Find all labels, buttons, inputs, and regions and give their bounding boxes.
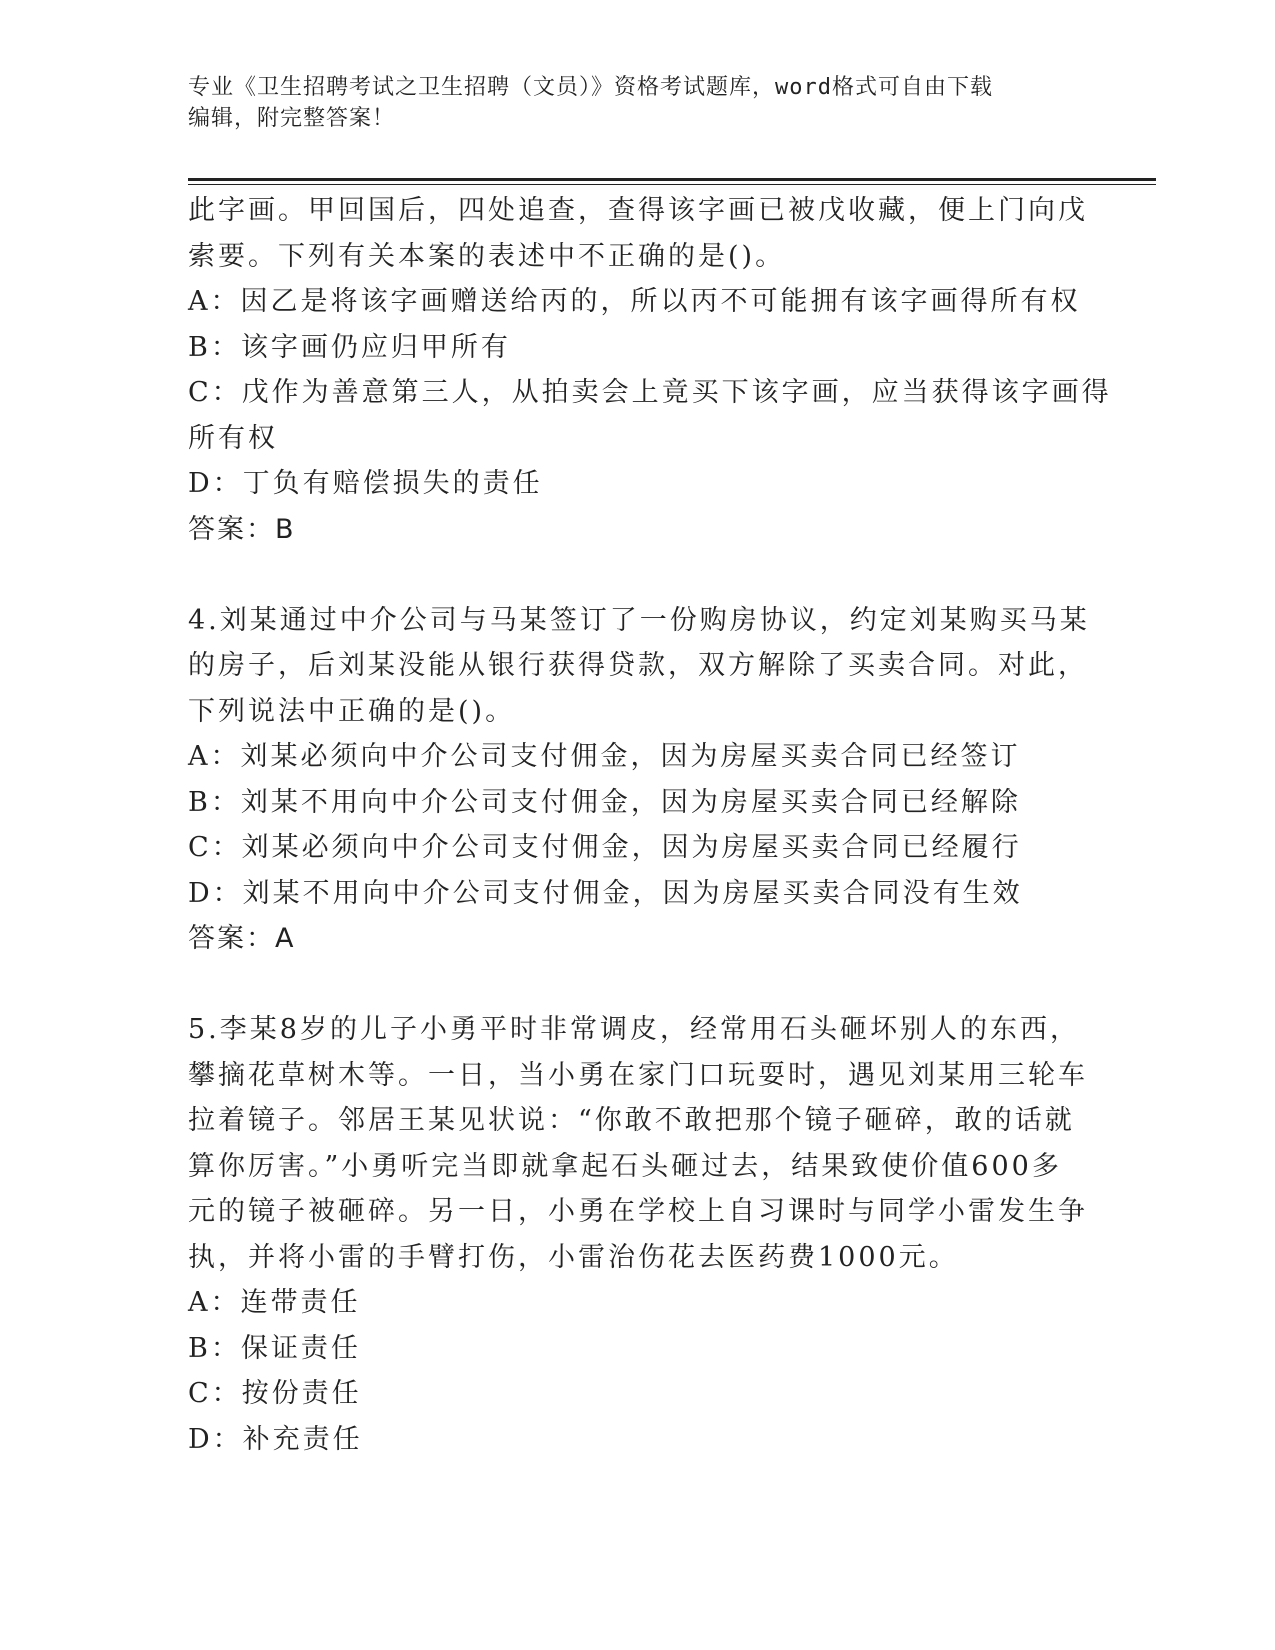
question-4 (188, 598, 1088, 962)
option-c: C：刘某必须向中介公司支付佣金，因为房屋买卖合同已经履行 (188, 832, 1022, 863)
header-rule-thick (188, 178, 1156, 181)
answer-label: 答案：A (188, 923, 296, 954)
answer-label: 答案：B (188, 513, 296, 545)
spacer (188, 962, 1088, 1008)
option-b: B：刘某不用向中介公司支付佣金，因为房屋买卖合同已经解除 (188, 786, 1021, 818)
option-a: A：因乙是将该字画赠送给丙的，所以丙不可能拥有该字画得所有权 (188, 286, 1081, 317)
option-a: A：刘某必须向中介公司支付佣金，因为房屋买卖合同已经签订 (188, 741, 1021, 772)
option-b: B：保证责任 (188, 1332, 361, 1364)
document-header (188, 72, 1088, 134)
document-body (188, 188, 1112, 1462)
option-a: A：连带责任 (188, 1287, 361, 1318)
header-rule-thin (188, 184, 1156, 185)
option-d: D：丁负有赔偿损失的责任 (188, 468, 543, 499)
question-text-line: 5.李某8岁的儿子小勇平时非常调皮，经常用石头砸坏别人的东西， (188, 1014, 1080, 1045)
header-line-2: 编辑，附完整答案！ (188, 106, 396, 131)
question-text-line: 攀摘花草树木等。一日，当小勇在家门口玩耍时，遇见刘某用三轮车 (188, 1059, 1088, 1091)
question-text-line: 元的镜子被砸碎。另一日，小勇在学校上自习课时与同学小雷发生争 (188, 1196, 1088, 1227)
question-text-line: 4.刘某通过中介公司与马某签订了一份购房协议，约定刘某购买马某 (188, 604, 1090, 636)
question-5 (188, 1007, 1088, 1462)
option-d: D：补充责任 (188, 1423, 363, 1455)
option-b: B：该字画仍应归甲所有 (188, 331, 511, 363)
question-text-line: 此字画。甲回国后，四处追查，查得该字画已被戊收藏，便上门向戊 (188, 195, 1088, 226)
question-text-line: 执，并将小雷的手臂打伤，小雷治伤花去医药费1000元。 (188, 1241, 959, 1273)
option-c: C：按份责任 (188, 1378, 362, 1409)
question-3 (188, 188, 1112, 552)
option-c-continuation: 所有权 (188, 422, 278, 454)
option-c: C：戊作为善意第三人，从拍卖会上竟买下该字画，应当获得该字画得 (188, 377, 1112, 408)
question-text-line: 算你厉害。”小勇听完当即就拿起石头砸过去，结果致使价值600多 (188, 1150, 1062, 1182)
question-text-line: 索要。下列有关本案的表述中不正确的是()。 (188, 240, 786, 272)
question-text-line: 拉着镜子。邻居王某见状说：“你敢不敢把那个镜子砸碎，敢的话就 (188, 1105, 1075, 1136)
question-text-line: 的房子，后刘某没能从银行获得贷款，双方解除了买卖合同。对此， (188, 650, 1088, 681)
question-text-line: 下列说法中正确的是()。 (188, 695, 516, 727)
header-line-1: 专业《卫生招聘考试之卫生招聘（文员）》资格考试题库，word格式可自由下载 (188, 75, 993, 100)
spacer (188, 552, 1088, 598)
option-d: D：刘某不用向中介公司支付佣金，因为房屋买卖合同没有生效 (188, 877, 1023, 909)
